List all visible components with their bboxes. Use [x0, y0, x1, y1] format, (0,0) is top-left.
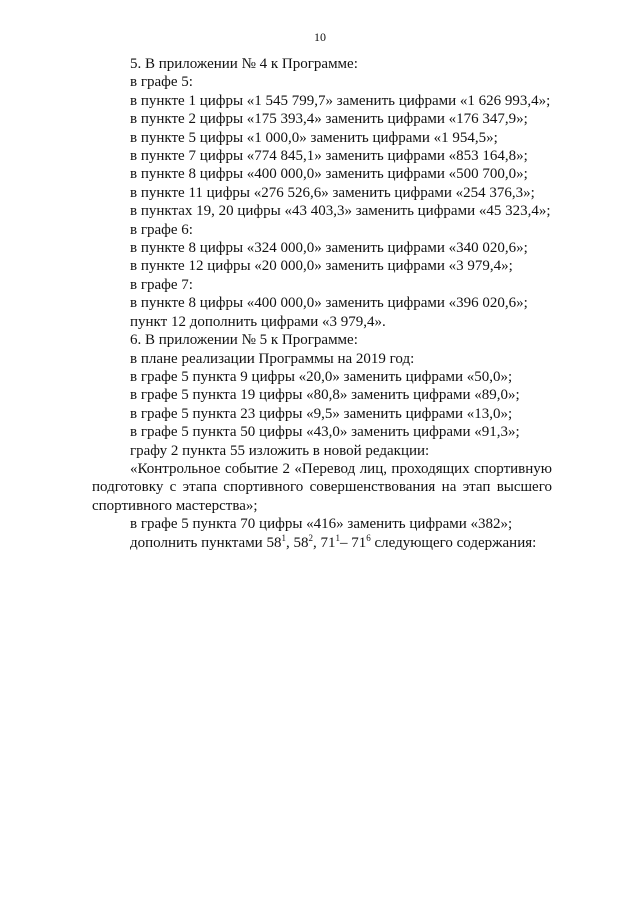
text-line: в графе 5 пункта 19 цифры «80,8» заменить цифрами «89,0»; — [130, 387, 520, 404]
superscript: 1 — [335, 532, 340, 543]
superscript: 6 — [366, 532, 371, 543]
text-line: в пункте 2 цифры «175 393,4» заменить цифрами «176 347,9»; — [130, 111, 528, 128]
section-5-heading: 5. В приложении № 4 к Программе: — [130, 56, 358, 72]
text-line: в графе 5 пункта 50 цифры «43,0» заменить цифрами «91,3»; — [130, 424, 520, 441]
last-line-separator: , 71 — [312, 534, 336, 551]
last-line-prefix: дополнить пунктами 58 — [130, 534, 282, 551]
last-line-suffix: следующего содержания: — [370, 534, 537, 551]
superscript: 2 — [308, 532, 313, 543]
text-line: в пункте 12 цифры «20 000,0» заменить цифрами «3 979,4»; — [130, 258, 513, 275]
last-line — [92, 534, 552, 552]
text-line: графу 2 пункта 55 изложить в новой редакции: — [130, 442, 430, 459]
text-line: в графе 6: — [130, 221, 193, 238]
text-line: в графе 5: — [130, 74, 193, 91]
text-line: в пункте 5 цифры «1 000,0» заменить цифрами «1 954,5»; — [130, 129, 498, 146]
text-line: в пункте 7 цифры «774 845,1» заменить цифрами «853 164,8»; — [130, 148, 528, 165]
quote-paragraph: «Контрольное событие 2 «Перевод лиц, проходящих спортивную подготовку с этапа спортивного совершенствования на этап высшего спортивного мастерства»; — [92, 460, 552, 514]
text-line: в пункте 1 цифры «1 545 799,7» заменить цифрами «1 626 993,4»; — [130, 92, 551, 109]
last-line-separator: – 71 — [339, 534, 367, 551]
text-line: в графе 7: — [130, 276, 193, 293]
text-line: в плане реализации Программы на 2019 год: — [130, 350, 415, 367]
superscript: 1 — [281, 532, 286, 543]
section-6-heading: 6. В приложении № 5 к Программе: — [130, 332, 358, 349]
text-line: в пункте 8 цифры «400 000,0» заменить цифрами «396 020,6»; — [130, 295, 528, 312]
text-line: в пункте 8 цифры «324 000,0» заменить цифрами «340 020,6»; — [130, 240, 528, 257]
text-line: в графе 5 пункта 23 цифры «9,5» заменить цифрами «13,0»; — [130, 405, 513, 422]
last-line-separator: , 58 — [285, 534, 309, 551]
text-line: в пункте 11 цифры «276 526,6» заменить цифрами «254 376,3»; — [130, 184, 535, 201]
text-line: в пунктах 19, 20 цифры «43 403,3» заменить цифрами «45 323,4»; — [130, 203, 551, 220]
document-body — [92, 55, 552, 552]
text-line: пункт 12 дополнить цифрами «3 979,4». — [130, 313, 386, 330]
text-line: в графе 5 пункта 9 цифры «20,0» заменить цифрами «50,0»; — [130, 368, 513, 385]
text-line: в графе 5 пункта 70 цифры «416» заменить цифрами «382»; — [130, 516, 513, 533]
text-line: в пункте 8 цифры «400 000,0» заменить цифрами «500 700,0»; — [130, 166, 528, 183]
page-number: 10 — [314, 30, 326, 44]
